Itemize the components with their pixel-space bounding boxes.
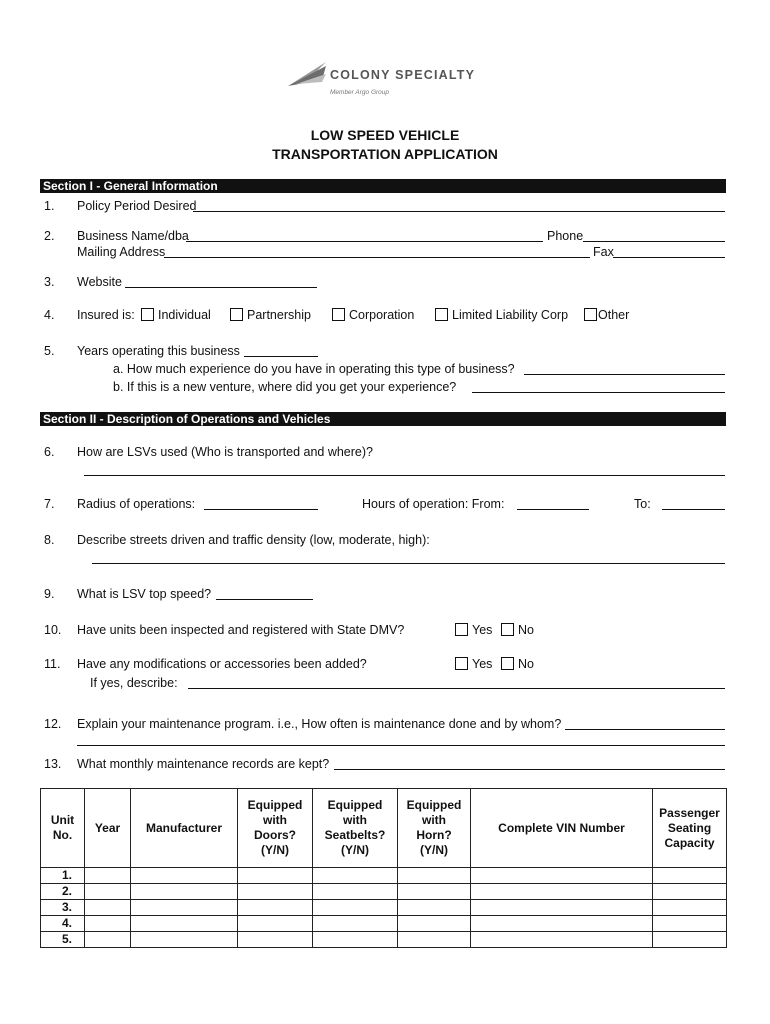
- q7-number: 7.: [44, 497, 55, 511]
- header-capacity: Passenger Seating Capacity: [653, 789, 727, 868]
- maintenance-field-1[interactable]: [565, 729, 725, 730]
- hours-from-field[interactable]: [517, 509, 589, 510]
- streets-field[interactable]: [92, 563, 725, 564]
- insured-corporation-option[interactable]: [332, 308, 414, 322]
- horn-cell[interactable]: [398, 884, 471, 900]
- partnership-label: Partnership: [247, 308, 311, 322]
- maintenance-field-2[interactable]: [77, 745, 725, 746]
- seatbelts-cell[interactable]: [313, 884, 398, 900]
- vin-cell[interactable]: [471, 916, 653, 932]
- vin-cell[interactable]: [471, 868, 653, 884]
- doors-cell[interactable]: [238, 932, 313, 948]
- hours-to-field[interactable]: [662, 509, 725, 510]
- manufacturer-cell[interactable]: [131, 932, 238, 948]
- q4-number: 4.: [44, 308, 55, 322]
- header-year: Year: [85, 789, 131, 868]
- fax-label: Fax: [593, 245, 614, 259]
- hours-from-label: Hours of operation: From:: [362, 497, 505, 511]
- q10-yes-label: Yes: [472, 623, 493, 637]
- maintenance-label: Explain your maintenance program. i.e., How often is maintenance done and by whom?: [77, 717, 562, 731]
- top-speed-label: What is LSV top speed?: [77, 587, 212, 601]
- q11-yes-option[interactable]: [455, 657, 492, 671]
- seatbelts-cell[interactable]: [313, 900, 398, 916]
- table-row: [41, 932, 727, 948]
- checkbox-q10-yes[interactable]: [455, 623, 468, 636]
- insured-individual-option[interactable]: [141, 308, 211, 322]
- logo-name: COLONY SPECIALTY: [330, 68, 476, 82]
- q1-number: 1.: [44, 199, 55, 213]
- table-row: [41, 868, 727, 884]
- q12-number: 12.: [44, 717, 62, 731]
- vehicle-table-header: [41, 789, 727, 868]
- logo-subtitle: Member Argo Group: [330, 89, 390, 96]
- llc-label: Limited Liability Corp: [452, 308, 569, 322]
- top-speed-field[interactable]: [216, 599, 313, 600]
- q11-no-option[interactable]: [501, 657, 534, 671]
- q6-number: 6.: [44, 445, 55, 459]
- records-field[interactable]: [334, 769, 725, 770]
- manufacturer-cell[interactable]: [131, 884, 238, 900]
- streets-label: Describe streets driven and traffic density (low, moderate, high):: [77, 533, 430, 547]
- q10-yes-option[interactable]: [455, 623, 492, 637]
- modifications-label: Have any modifications or accessories been added?: [77, 657, 367, 671]
- vehicle-table: [40, 788, 727, 948]
- lsv-usage-label: How are LSVs used (Who is transported and where)?: [77, 445, 373, 459]
- horn-cell[interactable]: [398, 868, 471, 884]
- page-title-line1: LOW SPEED VEHICLE: [310, 127, 460, 143]
- doors-cell[interactable]: [238, 916, 313, 932]
- section-2-header: Section II - Description of Operations and Vehicles: [40, 412, 726, 426]
- company-logo: [286, 58, 496, 102]
- q5a-label: a. How much experience do you have in operating this type of business?: [113, 362, 515, 376]
- q10-no-label: No: [518, 623, 534, 637]
- horn-cell[interactable]: [398, 916, 471, 932]
- years-operating-label: Years operating this business: [77, 344, 240, 358]
- capacity-cell[interactable]: [653, 932, 727, 948]
- row-number: 1.: [41, 868, 85, 884]
- q10-number: 10.: [44, 623, 62, 637]
- website-label: Website: [77, 275, 122, 289]
- business-name-field[interactable]: [186, 241, 543, 242]
- vin-cell[interactable]: [471, 932, 653, 948]
- seatbelts-cell[interactable]: [313, 916, 398, 932]
- year-cell[interactable]: [85, 916, 131, 932]
- q2-number: 2.: [44, 229, 55, 243]
- seatbelts-cell[interactable]: [313, 932, 398, 948]
- page-title-line2: TRANSPORTATION APPLICATION: [272, 146, 498, 162]
- q5-number: 5.: [44, 344, 55, 358]
- insured-partnership-option[interactable]: [230, 308, 311, 322]
- q10-no-option[interactable]: [501, 623, 534, 637]
- mailing-address-label: Mailing Address: [77, 245, 166, 259]
- colony-logo-icon: [286, 60, 328, 90]
- checkbox-partnership[interactable]: [230, 308, 243, 321]
- q8-number: 8.: [44, 533, 55, 547]
- checkbox-q11-no[interactable]: [501, 657, 514, 670]
- table-row: [41, 884, 727, 900]
- header-vin: Complete VIN Number: [471, 789, 653, 868]
- business-name-label: Business Name/dba: [77, 229, 189, 243]
- doors-cell[interactable]: [238, 884, 313, 900]
- year-cell[interactable]: [85, 884, 131, 900]
- table-row: [41, 900, 727, 916]
- policy-period-field[interactable]: [193, 211, 725, 212]
- phone-field[interactable]: [583, 241, 725, 242]
- doors-cell[interactable]: [238, 900, 313, 916]
- doors-cell[interactable]: [238, 868, 313, 884]
- q11-number: 11.: [44, 657, 61, 671]
- table-row: [41, 916, 727, 932]
- q1-label: Policy Period Desired: [77, 199, 197, 213]
- checkbox-other[interactable]: [584, 308, 597, 321]
- experience-source-field[interactable]: [472, 392, 725, 393]
- vin-cell[interactable]: [471, 884, 653, 900]
- row-number: 5.: [41, 932, 85, 948]
- year-cell[interactable]: [85, 900, 131, 916]
- year-cell[interactable]: [85, 868, 131, 884]
- header-manufacturer: Manufacturer: [131, 789, 238, 868]
- header-seatbelts: Equipped with Seatbelts? (Y/N): [313, 789, 398, 868]
- vin-cell[interactable]: [471, 900, 653, 916]
- q9-number: 9.: [44, 587, 55, 601]
- capacity-cell[interactable]: [653, 884, 727, 900]
- header-doors: Equipped with Doors? (Y/N): [238, 789, 313, 868]
- checkbox-corporation[interactable]: [332, 308, 345, 321]
- capacity-cell[interactable]: [653, 916, 727, 932]
- insured-llc-option[interactable]: [435, 308, 568, 322]
- seatbelts-cell[interactable]: [313, 868, 398, 884]
- section-1-header: Section I - General Information: [40, 179, 726, 193]
- corporation-label: Corporation: [349, 308, 415, 322]
- checkbox-q10-no[interactable]: [501, 623, 514, 636]
- phone-label: Phone: [547, 229, 584, 243]
- insured-other-option[interactable]: [584, 308, 629, 322]
- checkbox-individual[interactable]: [141, 308, 154, 321]
- horn-cell[interactable]: [398, 900, 471, 916]
- q11-yes-label: Yes: [472, 657, 493, 671]
- row-number: 2.: [41, 884, 85, 900]
- header-unit-no: Unit No.: [41, 789, 85, 868]
- q3-number: 3.: [44, 275, 55, 289]
- manufacturer-cell[interactable]: [131, 868, 238, 884]
- year-cell[interactable]: [85, 932, 131, 948]
- fax-field[interactable]: [613, 257, 725, 258]
- row-number: 3.: [41, 900, 85, 916]
- describe-label: If yes, describe:: [90, 676, 178, 690]
- checkbox-llc[interactable]: [435, 308, 448, 321]
- other-label: Other: [598, 308, 630, 322]
- mailing-address-field[interactable]: [164, 257, 590, 258]
- insured-is-label: Insured is:: [77, 308, 135, 322]
- modifications-describe-field[interactable]: [188, 688, 725, 689]
- records-label: What monthly maintenance records are kept?: [77, 757, 330, 771]
- experience-field[interactable]: [524, 374, 725, 375]
- manufacturer-cell[interactable]: [131, 900, 238, 916]
- q13-number: 13.: [44, 757, 62, 771]
- lsv-usage-field[interactable]: [84, 475, 725, 476]
- manufacturer-cell[interactable]: [131, 916, 238, 932]
- capacity-cell[interactable]: [653, 900, 727, 916]
- q5b-label: b. If this is a new venture, where did you get your experience?: [113, 380, 457, 394]
- header-horn: Equipped with Horn? (Y/N): [398, 789, 471, 868]
- capacity-cell[interactable]: [653, 868, 727, 884]
- radius-label: Radius of operations:: [77, 497, 196, 511]
- horn-cell[interactable]: [398, 932, 471, 948]
- q11-no-label: No: [518, 657, 534, 671]
- row-number: 4.: [41, 916, 85, 932]
- hours-to-label: To:: [634, 497, 651, 511]
- years-operating-field[interactable]: [244, 356, 318, 357]
- inspected-label: Have units been inspected and registered with State DMV?: [77, 623, 405, 637]
- individual-label: Individual: [158, 308, 211, 322]
- website-field[interactable]: [125, 287, 317, 288]
- checkbox-q11-yes[interactable]: [455, 657, 468, 670]
- radius-field[interactable]: [204, 509, 318, 510]
